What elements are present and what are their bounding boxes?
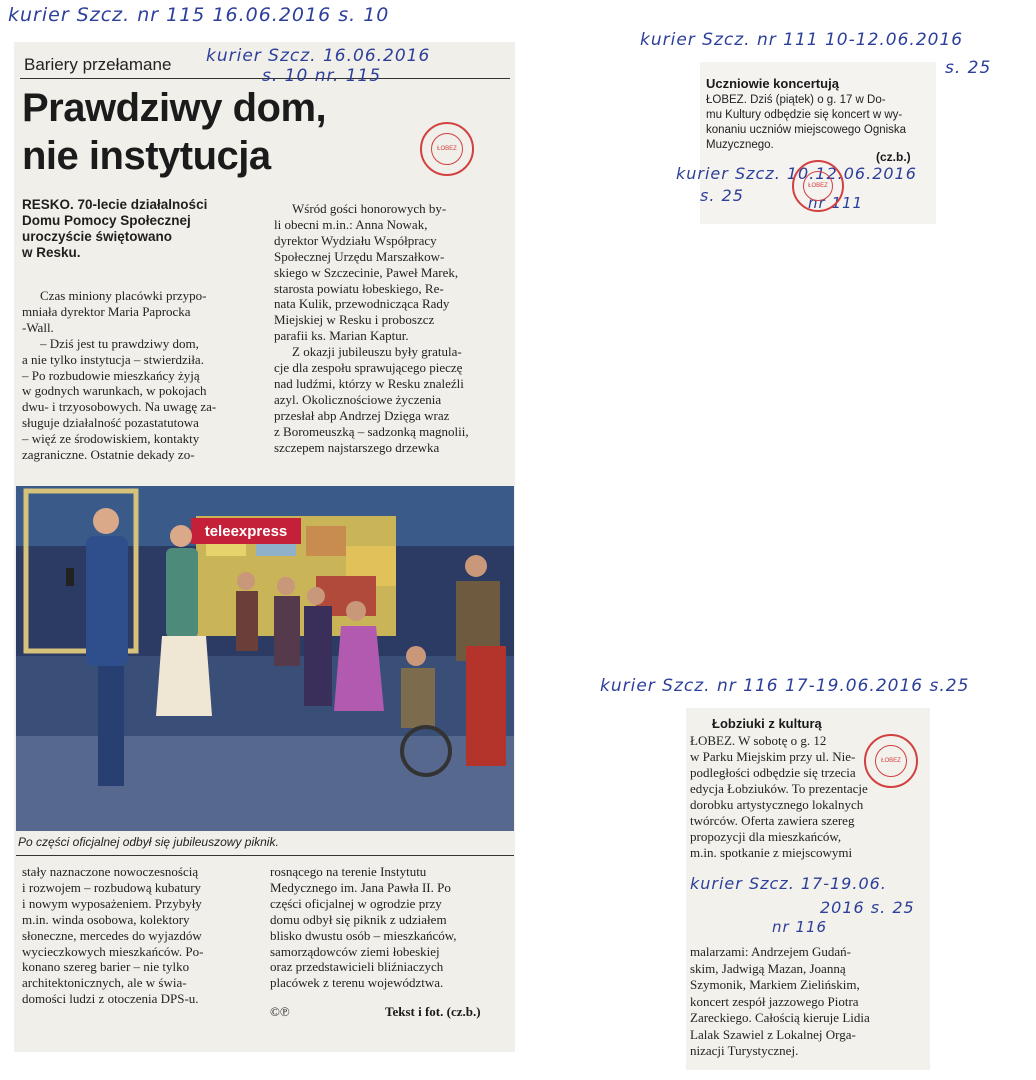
library-stamp-icon <box>792 160 844 212</box>
handwritten-note-clip3-b: 2016 s. 25 <box>820 898 915 917</box>
text-line: stały naznaczone nowoczesnością <box>22 864 199 879</box>
text-line: sługuje działalność pozastatutowa <box>22 415 199 431</box>
text-line: rosnącego na terenie Instytutu <box>270 864 427 879</box>
concert-credit: (cz.b.) <box>876 150 911 164</box>
article-photo <box>16 486 514 831</box>
handwritten-note-clip2-a: kurier Szcz. 10.12.06.2016 <box>676 164 917 183</box>
text-line: edycja Łobziuków. To prezentacje <box>690 781 868 796</box>
text-line: konano szereg barier – nie tylko <box>22 959 190 975</box>
text-line: wycieczkowych mieszkańców. Po- <box>22 943 204 959</box>
text-line: dorobku artystycznego lokalnych <box>690 797 864 812</box>
handwritten-note-top-left: kurier Szcz. nr 115 16.06.2016 s. 10 <box>8 4 390 26</box>
text-line: ŁOBEZ. Dziś (piątek) o g. 17 w Do- <box>706 94 886 106</box>
text-line: z Boromeuszką – sadzonką magnolii, <box>274 423 469 439</box>
text-line: Społecznej Urzędu Marszałkow- <box>274 248 445 264</box>
text-line: samorządowców ziemi łobeskiej <box>270 943 440 959</box>
text-line: placówek z terenu województwa. <box>270 975 444 991</box>
article-column-2 <box>274 201 512 456</box>
text-line: architektonicznych, ale w świa- <box>22 975 187 991</box>
stamp-label: ŁOBEZ <box>437 146 457 152</box>
stamp-label: ŁOBEZ <box>808 182 828 189</box>
handwritten-note-clip1-a: kurier Szcz. 16.06.2016 <box>206 46 431 66</box>
concert-title: Uczniowie koncertują <box>706 76 839 91</box>
text-line: nizacji Turystycznej. <box>690 1043 799 1058</box>
copyright-mark: ©℗ <box>270 1004 290 1019</box>
text-line: Muzycznego. <box>706 139 774 151</box>
text-line: Z okazji jubileuszu były gratula- <box>292 344 462 360</box>
handwritten-note-top-right-page: s. 25 <box>945 58 992 78</box>
text-line: Lalak Szawiel z Lokalnej Orga- <box>690 1026 856 1042</box>
text-line: słoneczne, mercedes do wyjazdów <box>22 927 202 943</box>
handwritten-note-clip2-b: s. 25 <box>700 186 744 205</box>
handwritten-note-mid-right: kurier Szcz. nr 116 17-19.06.2016 s.25 <box>600 676 970 696</box>
article-headline-line1: Prawdziwy dom, <box>22 86 327 130</box>
article-credit: Tekst i fot. (cz.b.) <box>385 1004 481 1019</box>
text-line: nad ludźmi, którzy w Resku znaleźli <box>274 375 464 391</box>
text-line: mniała dyrektor Maria Paprocka <box>22 303 191 319</box>
text-line: konaniu uczniów miejscowego Ogniska <box>706 124 907 136</box>
text-line: Czas miniony placówki przypo- <box>40 288 207 303</box>
handwritten-note-clip3-c: nr 116 <box>772 918 828 936</box>
text-line: ŁOBEZ. W sobotę o g. 12 <box>690 733 827 748</box>
text-line: blisko dwustu osób – mieszkańców, <box>270 927 457 943</box>
text-line: malarzami: Andrzejem Gudań- <box>690 944 851 959</box>
text-line: w Parku Miejskim przy ul. Nie- <box>690 749 856 764</box>
text-line: -Wall. <box>22 319 54 335</box>
photo-illustration <box>16 486 514 831</box>
caption-rule <box>16 855 514 856</box>
text-line: a nie tylko instytucja – stwierdziła. <box>22 351 204 367</box>
text-line: mu Kultury odbędzie się koncert w wy- <box>706 109 903 121</box>
text-line: w godnych warunkach, w pokojach <box>22 383 207 399</box>
text-line: i nowym wyposażeniem. Przybyły <box>22 895 202 911</box>
text-line: Zareckiego. Całością kieruje Lidia <box>690 1010 870 1025</box>
text-line: propozycji dla mieszkańców, <box>690 829 842 844</box>
text-line: – więź ze środowiskiem, kontakty <box>22 431 200 447</box>
handwritten-note-clip2-c: nr 111 <box>808 194 864 212</box>
text-line: Medycznego im. Jana Pawła II. Po <box>270 879 451 895</box>
text-line: koncert zespół jazzowego Piotra <box>690 993 859 1009</box>
article-lead <box>22 197 262 261</box>
library-stamp-icon <box>864 734 918 788</box>
photo-banner-text: teleexpress <box>204 523 288 540</box>
text-line: oraz przedstawicieli bliźniaczych <box>270 959 444 975</box>
lead-line: w Resku. <box>22 245 81 260</box>
photo-caption: Po części oficjalnej odbył się jubileuszowy piknik. <box>18 835 279 849</box>
text-line: m.in. spotkanie z miejscowymi <box>690 845 853 860</box>
lobziuki-body-part2 <box>690 944 926 1060</box>
text-line: Wśród gości honorowych by- <box>292 201 447 216</box>
text-line: skim, Jadwigą Mazan, Joanną <box>690 960 846 976</box>
text-line: nata Kulik, przewodnicząca Rady <box>274 296 450 312</box>
article-kicker: Bariery przełamane <box>24 55 172 74</box>
text-line: podległości odbędzie się trzecia <box>690 765 856 780</box>
text-line: dwu- i trzyosobowych. Na uwagę za- <box>22 399 217 415</box>
text-line: twórców. Oferta zawiera szereg <box>690 813 855 828</box>
text-line: części oficjalnej w ogrodzie przy <box>270 895 442 911</box>
text-line: azyl. Okolicznościowe życzenia <box>274 391 442 407</box>
lead-line: RESKO. 70-lecie działalności <box>22 197 208 212</box>
text-line: przesłał abp Andrzej Dzięga wraz <box>274 407 450 423</box>
lead-line: uroczyście świętowano <box>22 229 173 244</box>
text-line: dyrektor Wydziału Współpracy <box>274 232 437 248</box>
handwritten-note-top-right: kurier Szcz. nr 111 10-12.06.2016 <box>640 30 964 50</box>
text-line: cje dla zespołu sprawującego pieczę <box>274 360 463 376</box>
text-line: Szymonik, Markiem Zielińskim, <box>690 977 860 992</box>
text-line: li obecni m.in.: Anna Nowak, <box>274 216 428 232</box>
handwritten-note-clip3-a: kurier Szcz. 17-19.06. <box>690 874 887 893</box>
text-line: zagraniczne. Ostatnie dekady zo- <box>22 447 195 463</box>
text-line: – Po rozbudowie mieszkańcy żyją <box>22 367 200 383</box>
text-line: szczepem najstarszego drzewka <box>274 439 440 455</box>
library-stamp-icon <box>420 122 474 176</box>
text-line: m.in. winda osobowa, kolektory <box>22 911 190 927</box>
lead-line: Domu Pomocy Społecznej <box>22 213 191 228</box>
stamp-label: ŁOBEZ <box>881 758 901 764</box>
article-column-3 <box>22 864 258 1007</box>
article-headline-line2: nie instytucja <box>22 134 271 178</box>
text-line: Miejskiej w Resku i proboszcz <box>274 312 435 328</box>
text-line: domu odbył się piknik z udziałem <box>270 911 447 927</box>
text-line: i rozwojem – rozbudową kubatury <box>22 879 202 895</box>
lobziuki-title: Łobziuki z kulturą <box>712 716 822 731</box>
text-line: starosta powiatu łobeskiego, Re- <box>274 280 444 296</box>
handwritten-note-clip1-b: s. 10 nr. 115 <box>262 66 382 86</box>
article-column-4 <box>270 864 510 991</box>
text-line: parafii ks. Marian Kaptur. <box>274 328 409 344</box>
concert-body <box>706 93 932 153</box>
text-line: domości ludzi z otoczenia DPS-u. <box>22 991 199 1007</box>
article-column-1 <box>22 288 258 463</box>
text-line: skiego w Szczecinie, Paweł Marek, <box>274 264 459 280</box>
text-line: – Dziś jest tu prawdziwy dom, <box>40 335 199 351</box>
